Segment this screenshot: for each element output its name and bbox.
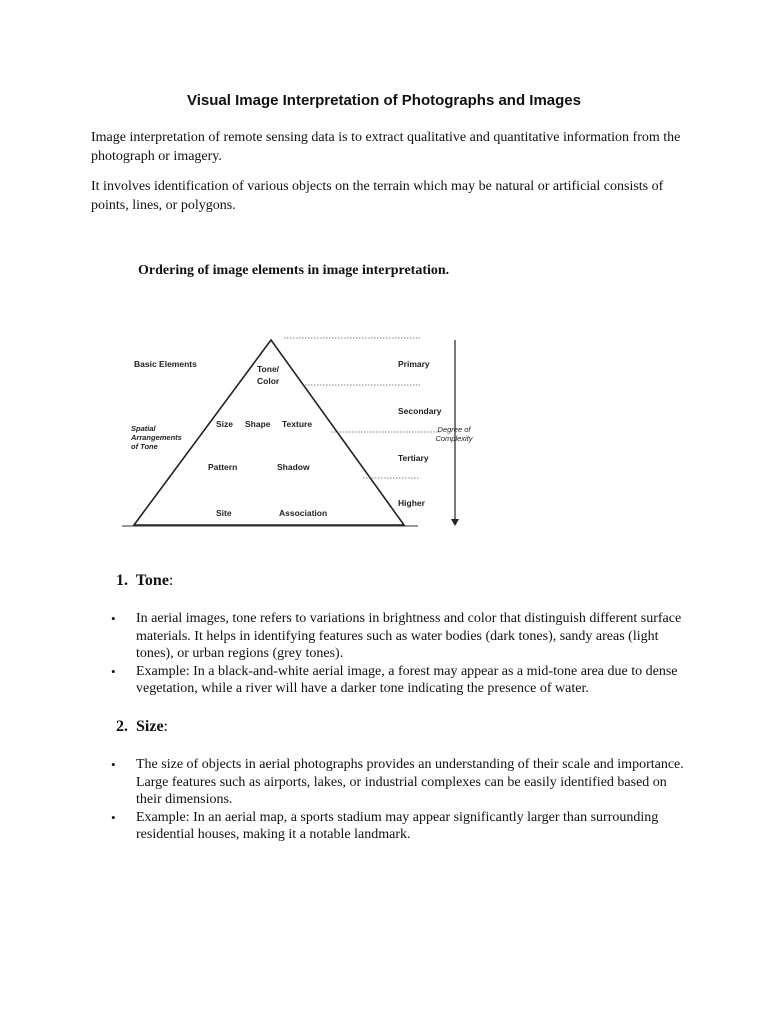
- figure-caption: Ordering of image elements in image interpretation.: [138, 263, 450, 278]
- label-basic-elements: Basic Elements: [134, 359, 197, 369]
- label-site: Site: [216, 508, 232, 518]
- label-size: Size: [216, 419, 234, 429]
- label-higher: Higher: [398, 498, 425, 508]
- page-title: Visual Image Interpretation of Photographs and Images: [187, 92, 581, 109]
- label-degree-of: Degree of: [437, 425, 471, 434]
- label-spatial-2: Arrangements: [131, 433, 182, 442]
- label-complexity: Complexity: [435, 434, 473, 443]
- tone-bullet-list: [108, 610, 688, 698]
- label-spatial-1: Spatial: [131, 424, 156, 433]
- label-texture: Texture: [282, 419, 313, 429]
- section-colon: :: [168, 572, 174, 589]
- size-bullet-list: [108, 756, 688, 844]
- intro-paragraph-2: It involves identification of various objects on the terrain which may be natural or artificial consists of points, lines, or polygons.: [91, 179, 664, 213]
- list-item: • Example: In a black-and-white aerial image, a forest may appear as a mid-tone area due to dense vegetation, while a river will have a darker tone indicating the presence of water.: [108, 663, 688, 698]
- label-tertiary: Tertiary: [398, 453, 429, 463]
- complexity-arrow-head: [451, 519, 459, 526]
- image-elements-pyramid-diagram: [118, 325, 478, 535]
- label-tone: Tone/: [257, 364, 280, 374]
- label-spatial-3: of Tone: [131, 442, 158, 451]
- label-shadow: Shadow: [277, 462, 310, 472]
- section-number: 1.: [116, 572, 128, 589]
- label-pattern: Pattern: [208, 462, 238, 472]
- list-item: • Example: In an aerial map, a sports stadium may appear significantly larger than surrounding residential houses, making it a notable landmark.: [108, 809, 688, 844]
- section-heading-tone: [116, 572, 173, 590]
- list-item: • In aerial images, tone refers to variations in brightness and color that distinguish different surface materials. It helps in identifying features such as water bodies (dark tones), sandy areas (light tones), or urban regions (grey tones).: [108, 610, 688, 663]
- list-item: • The size of objects in aerial photographs provides an understanding of their scale and importance. Large features such as airports, lakes, or industrial complexes can be easily identified based on their dimensions.: [108, 756, 688, 809]
- label-primary: Primary: [398, 359, 430, 369]
- label-association: Association: [279, 508, 328, 518]
- section-title: Size: [136, 718, 164, 735]
- section-number: 2.: [116, 718, 128, 735]
- section-heading-size: [116, 718, 168, 736]
- label-secondary: Secondary: [398, 406, 442, 416]
- section-title: Tone: [135, 572, 169, 589]
- label-shape: Shape: [245, 419, 271, 429]
- section-colon: :: [163, 718, 168, 735]
- label-color: Color: [257, 376, 280, 386]
- intro-paragraph-1: Image interpretation of remote sensing data is to extract qualitative and quantitative information from the photograph or imagery.: [91, 130, 681, 164]
